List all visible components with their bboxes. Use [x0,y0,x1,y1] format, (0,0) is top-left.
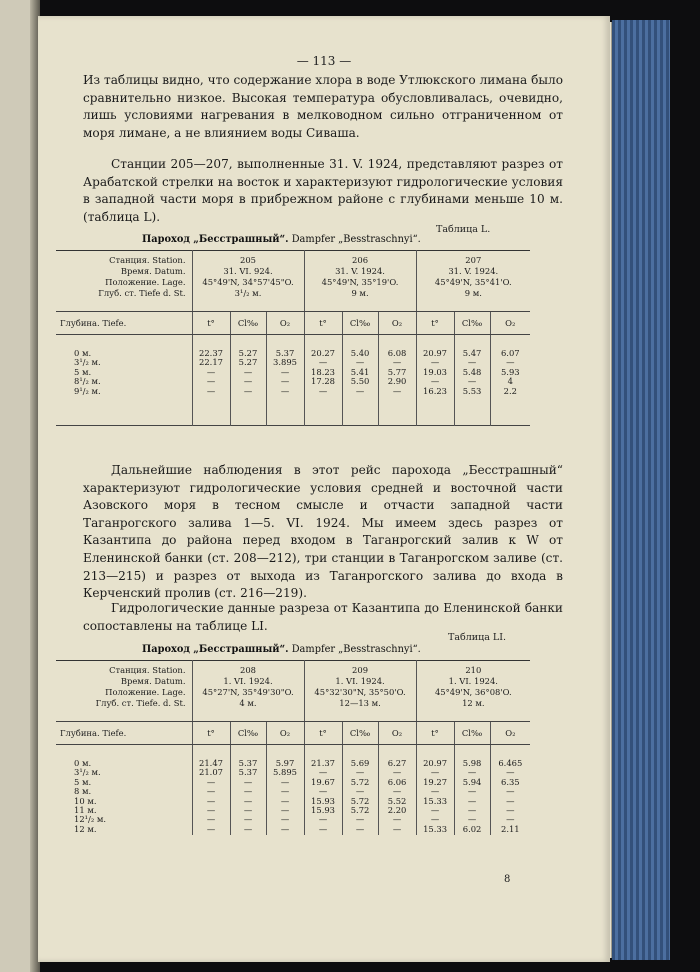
table-cell: — [318,357,328,368]
depth-value: 8¹/₂ м. [74,376,101,387]
table-cell: — [243,366,253,377]
table-cell: — [280,786,290,797]
table-cell: — [392,814,402,825]
table-cell: 20.97 [423,348,448,358]
col-oxygen: O₂ [378,312,416,335]
table-cell: — [318,823,328,834]
table-cell: 5.69 [350,758,370,768]
col-chlorine: Cl‰ [454,312,490,335]
station-209-chlorine-values [342,745,378,836]
page-number: — 113 — [296,54,352,68]
table-cell: — [430,786,440,797]
station-208-oxygen-values [266,745,304,836]
table-l-header-row [56,251,530,312]
station-205-oxygen-values [266,335,304,426]
depth-value: 0 м. [74,758,92,768]
table-cell: 19.27 [423,776,448,787]
table-cell: 6.08 [387,348,407,358]
station-205-temp-values [192,335,230,426]
table-l-depth-label: Глубина. Tiefe. [56,312,192,335]
table-cell: — [355,385,365,396]
table-l-caption: Таблица L. [436,224,491,235]
col-temp: t° [416,312,454,335]
table-cell: — [206,814,216,825]
paragraph-2: Станции 205—207, выполненные 31. V. 1924, представляют разрез от Арабатской стрелки на восток и характеризуют гидрологические условия в западной части моря в прибрежном районе с глубинами меньше 10 м. (таблица L). [83,157,563,224]
table-cell: — [318,385,328,396]
depth-value: 10 м. [74,795,97,806]
station-208-temp-values [192,745,230,836]
table-li-title [142,644,421,655]
table-l-subheader-row [56,312,530,335]
table-cell: — [506,814,515,825]
table-cell: — [280,795,290,806]
table-cell: — [318,814,328,825]
table-cell: 5.47 [462,348,482,358]
table-cell: — [206,376,216,387]
depth-column [56,745,192,836]
depth-column [56,335,192,426]
table-cell: 5.41 [350,366,370,377]
table-cell: — [318,767,328,778]
table-cell: 5.53 [462,385,482,396]
table-cell: 22.17 [199,357,223,368]
table-cell: — [206,786,216,797]
table-cell: 5.40 [350,348,370,358]
station-207-oxygen-values [490,335,530,426]
table-l-data-row [56,335,530,426]
depth-value: 9¹/₂ м. [74,385,101,396]
table-cell: — [243,776,253,787]
col-chlorine: Cl‰ [454,722,490,745]
table-cell: 5.50 [350,376,370,387]
table-cell: 2.90 [387,376,407,387]
table-li-station-208: 208 1. VI. 1924. 45°27'N, 35°49'30"O. 4 м. [192,661,304,722]
depth-value: 11 м. [74,804,97,815]
table-l-title [142,234,421,245]
table-li-station-209: 209 1. VI. 1924. 45°32'30"N, 35°50'O. 12—13 м. [304,661,416,722]
table-cell: 15.93 [311,795,336,806]
table-cell: 20.27 [311,348,336,358]
table-cell: 5.52 [387,795,407,806]
col-chlorine: Cl‰ [230,722,266,745]
table-cell: — [506,795,515,806]
table-cell: 5.48 [462,366,482,377]
depth-value: 12 м. [74,823,97,834]
depth-value: 5 м. [74,776,92,787]
depth-value: 3¹/₂ м. [74,767,101,778]
table-cell: 5.72 [350,795,370,806]
table-cell: 6.06 [387,776,407,787]
depth-value: 8 м. [74,786,92,797]
table-cell: 19.67 [311,776,336,787]
col-chlorine: Cl‰ [342,722,378,745]
table-cell: — [280,385,290,396]
table-cell: — [206,795,216,806]
table-l-vessel-de: Dampfer „Besstraschnyi“. [291,234,421,245]
table-cell: — [280,776,290,787]
col-temp: t° [192,722,230,745]
table-cell: — [467,786,477,797]
table-cell: 6.27 [387,758,407,768]
table-li-vessel: Пароход „Бесстрашный“. [142,644,289,655]
table-l-row-labels: Станция. Station. Время. Datum. Положение. Lage. Глуб. ст. Tiefe d. St. [56,251,192,312]
col-oxygen: O₂ [266,722,304,745]
table-cell: — [392,385,402,396]
table-cell: — [243,814,253,825]
table-cell: 20.97 [423,758,448,768]
col-chlorine: Cl‰ [342,312,378,335]
table-cell: — [430,376,440,387]
table-cell: 21.47 [199,758,223,768]
table-cell: — [392,823,402,834]
table-cell: — [280,804,290,815]
table-cell: 5.94 [462,776,482,787]
table-cell: — [243,385,253,396]
table-cell: 6.07 [500,348,520,358]
table-cell: — [355,823,365,834]
table-cell: 16.23 [423,385,448,396]
table-cell: — [280,376,290,387]
station-210-oxygen-values [490,745,530,836]
table-cell: — [506,804,515,815]
table-cell: — [243,376,253,387]
table-cell: 2.2 [503,385,517,396]
table-cell: — [392,786,402,797]
table-cell: — [467,814,477,825]
table-li-depth-label: Глубина. Tiefe. [56,722,192,745]
table-cell: 5.77 [387,366,407,377]
table-cell: 5.37 [238,758,258,768]
table-cell: — [467,767,477,778]
paragraph-4: Гидрологические данные разреза от Казантипа до Еленинской банки сопоставлены на таблице LI. [83,601,563,633]
depth-value: 5 м. [74,366,92,377]
table-li-data-row [56,745,530,836]
table-cell: — [467,804,477,815]
table-cell: — [355,767,365,778]
col-oxygen: O₂ [490,722,530,745]
table-cell: 6.465 [498,758,523,768]
table-cell: — [430,814,440,825]
table-cell: — [355,814,365,825]
table-cell: — [467,376,477,387]
table-cell: — [506,357,515,368]
table-cell: 18.23 [311,366,336,377]
table-cell: — [243,804,253,815]
table-cell: 5.98 [462,758,482,768]
table-cell: — [467,795,477,806]
table-cell: 5.72 [350,804,370,815]
table-cell: 21.37 [311,758,336,768]
table-l-station-206: 206 31. V. 1924. 45°49'N, 35°19'O. 9 м. [304,251,416,312]
book-cover-spine [612,20,670,960]
table-cell: 4 [507,376,513,387]
table-l-station-205: 205 31. VI. 924. 45°49'N, 34°57'45"O. 3¹/₂ м. [192,251,304,312]
station-210-temp-values [416,745,454,836]
station-208-chlorine-values [230,745,266,836]
table-cell: 15.33 [423,823,448,834]
table-cell: — [467,357,477,368]
book-page [38,16,610,962]
table-cell: 5.72 [350,776,370,787]
col-temp: t° [304,312,342,335]
table-cell: — [243,786,253,797]
table-cell: — [206,776,216,787]
table-cell: 15.33 [423,795,448,806]
table-l [56,250,530,426]
table-cell: 5.37 [275,348,295,358]
station-207-temp-values [416,335,454,426]
table-li-row-labels: Станция. Station. Время. Datum. Положение. Lage. Глуб. ст. Tiefe. d. St. [56,661,192,722]
table-cell: 2.20 [387,804,407,815]
table-cell: — [430,357,440,368]
table-cell: — [206,385,216,396]
signature-mark: 8 [504,874,511,885]
table-cell: — [206,823,216,834]
col-temp: t° [416,722,454,745]
table-cell: — [355,357,365,368]
station-205-chlorine-values [230,335,266,426]
table-cell: 19.03 [423,366,448,377]
table-cell: 2.11 [500,823,520,834]
table-cell: 3.895 [273,357,297,368]
table-cell: — [430,767,440,778]
depth-value: 12¹/₂ м. [74,814,107,825]
table-cell: — [243,795,253,806]
station-206-oxygen-values [378,335,416,426]
paragraph-3: Дальнейшие наблюдения в этот рейс парохода „Бесстрашный“ характеризуют гидрологические условия средней и восточной части Азовского моря в тесном смысле и отчасти западной части Таганрогского залива 1—5. VI. 1924. Мы имеем здесь разрез от Казантипа до района перед входом в Таганрогский залив к W от Еленинской банки (ст. 208—212), три станции в Таганрогском заливе (ст. 213—215) и разрез от выхода из Таганрогского залива до входа в Керченский пролив (ст. 216—219). [83,463,563,601]
table-cell: 17.28 [311,376,336,387]
table-cell: — [318,786,328,797]
station-207-chlorine-values [454,335,490,426]
paragraph-1: Из таблицы видно, что содержание хлора в воде Утлюкского лимана было сравнительно низкое. Высокая температура обусловливалась, очевидно, лишь условиями нагревания в мелководном сильно отграниченном от моря лимане, а не влиянием воды Сиваша. [83,73,563,140]
col-oxygen: O₂ [266,312,304,335]
table-cell: — [355,786,365,797]
table-cell: 6.02 [462,823,482,834]
table-cell: 5.93 [500,366,520,377]
table-cell: 22.37 [199,348,223,358]
station-210-chlorine-values [454,745,490,836]
table-li-header-row [56,661,530,722]
col-chlorine: Cl‰ [230,312,266,335]
table-cell: — [206,804,216,815]
depth-value: 0 м. [74,348,92,358]
table-li-subheader-row [56,722,530,745]
table-li-vessel-de: Dampfer „Besstraschnyi“. [291,644,421,655]
col-temp: t° [304,722,342,745]
table-cell: — [280,366,290,377]
table-cell: — [206,366,216,377]
table-cell: — [506,786,515,797]
table-li-caption: Таблица LI. [448,632,506,643]
table-cell: 5.27 [238,348,258,358]
table-cell: 5.37 [238,767,258,778]
table-cell: 5.27 [238,357,258,368]
col-temp: t° [192,312,230,335]
table-cell: — [430,804,440,815]
table-cell: — [392,767,402,778]
table-cell: — [506,767,515,778]
table-cell: 5.97 [275,758,295,768]
table-cell: — [280,823,290,834]
table-l-vessel: Пароход „Бесстрашный“. [142,234,289,245]
table-li-station-210: 210 1. VI. 1924. 45°49'N, 36°08'O. 12 м. [416,661,530,722]
table-l-station-207: 207 31. V. 1924. 45°49'N, 35°41'O. 9 м. [416,251,530,312]
col-oxygen: O₂ [378,722,416,745]
table-cell: — [243,823,253,834]
station-206-temp-values [304,335,342,426]
station-209-oxygen-values [378,745,416,836]
depth-value: 3¹/₂ м. [74,357,101,368]
station-209-temp-values [304,745,342,836]
table-cell: 15.93 [311,804,336,815]
table-cell: 5.895 [273,767,297,778]
station-206-chlorine-values [342,335,378,426]
table-cell: 6.35 [500,776,520,787]
col-oxygen: O₂ [490,312,530,335]
table-cell: — [392,357,402,368]
table-cell: 21.07 [199,767,223,778]
table-cell: — [280,814,290,825]
table-li [56,660,530,835]
